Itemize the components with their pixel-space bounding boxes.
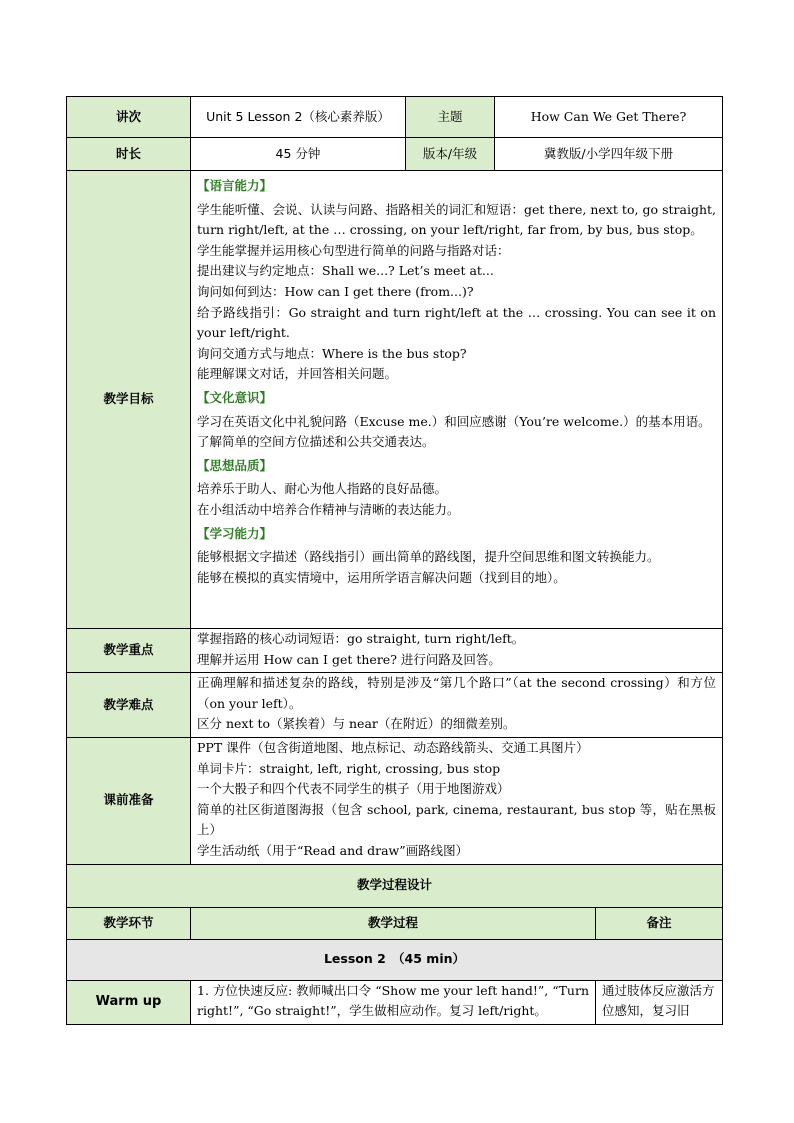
lesson-title: Lesson 2 （45 min） <box>67 939 723 980</box>
preparation-line: 一个大骰子和四个代表不同学生的棋子（用于地图游戏） <box>197 781 510 797</box>
edition-value: 冀教版/小学四年级下册 <box>495 138 723 171</box>
header-row-session <box>67 97 723 138</box>
objective-line: 学生能听懂、会说、认读与问路、指路相关的词汇和短语：get there, next to, go straight, turn right/left, at the … crossing, on your left/right, far from, by bus, bus stop。 <box>197 201 716 238</box>
objective-line: 提出建议与约定地点：Shall we...? Let’s meet at... <box>197 263 494 279</box>
table-row <box>67 980 723 1024</box>
edition-label: 版本/年级 <box>406 138 495 171</box>
key-points-label: 教学重点 <box>67 629 191 673</box>
objective-line: 了解简单的空间方位描述和公共交通表达。 <box>197 434 435 450</box>
objectives-content <box>191 171 723 629</box>
difficulties-row <box>67 673 723 738</box>
preparation-line: 学生活动纸（用于“Read and draw”画路线图） <box>197 842 469 858</box>
difficulty-line: 区分 next to（紧挨着）与 near（在附近）的细微差别。 <box>197 716 516 732</box>
session-label: 讲次 <box>67 97 191 138</box>
language-heading: 【语言能力】 <box>197 178 273 193</box>
difficulties-label: 教学难点 <box>67 673 191 738</box>
process-header-row <box>67 907 723 939</box>
preparation-row <box>67 737 723 864</box>
objective-line: 询问交通方式与地点：Where is the bus stop? <box>197 345 467 361</box>
thinking-heading: 【思想品质】 <box>197 457 273 473</box>
preparation-content <box>191 737 723 864</box>
objectives-label: 教学目标 <box>67 171 191 629</box>
duration-value: 45 分钟 <box>191 138 406 171</box>
objective-line: 学生能掌握并运用核心句型进行简单的问路与指路对话： <box>197 242 510 258</box>
stage-label: Warm up <box>67 980 191 1024</box>
key-point-line: 理解并运用 How can I get there? 进行问路及回答。 <box>197 651 501 667</box>
objective-line: 给予路线指引：Go straight and turn right/left at the … crossing. You can see it on your left/right. <box>197 304 716 341</box>
objective-line: 培养乐于助人、耐心为他人指路的良好品德。 <box>197 481 448 497</box>
process-section-row <box>67 864 723 907</box>
objective-line: 能够根据文字描述（路线指引）画出简单的路线图，提升空间思维和图文转换能力。 <box>197 549 660 565</box>
preparation-line: PPT 课件（包含街道地图、地点标记、动态路线箭头、交通工具图片） <box>197 739 589 755</box>
preparation-label: 课前准备 <box>67 737 191 864</box>
col-stage-header: 教学环节 <box>67 907 191 939</box>
lesson-title-row <box>67 939 723 980</box>
objective-line: 学习在英语文化中礼貌问路（Excuse me.）和回应感谢（You’re welcome.）的基本用语。 <box>197 413 711 429</box>
difficulty-line: 正确理解和描述复杂的路线，特别是涉及“第几个路口”（at the second crossing）和方位（on your left）。 <box>197 675 716 711</box>
header-row-duration <box>67 138 723 171</box>
key-points-content <box>191 629 723 673</box>
lesson-plan-table <box>66 96 723 1025</box>
theme-value: How Can We Get There? <box>495 97 723 138</box>
stage-content <box>191 980 596 1024</box>
key-points-row <box>67 629 723 673</box>
col-notes-header: 备注 <box>596 907 723 939</box>
culture-heading: 【文化意识】 <box>197 389 273 405</box>
session-value: Unit 5 Lesson 2（核心素养版） <box>191 97 406 138</box>
process-text: 1. 方位快速反应: 教师喊出口令 “Show me your left hand!”, “Turn right!”, “Go straight!”，学生做相应动作。复习 left/right。 <box>197 982 589 1019</box>
col-process-header: 教学过程 <box>191 907 596 939</box>
objective-line: 询问如何到达：How can I get there (from...)? <box>197 283 474 299</box>
objective-line: 能理解课文对话，并回答相关问题。 <box>197 366 398 382</box>
preparation-line: 单词卡片：straight, left, right, crossing, bus stop <box>197 760 501 776</box>
objective-line: 能够在模拟的真实情境中，运用所学语言解决问题（找到目的地）。 <box>197 569 566 585</box>
process-section-title: 教学过程设计 <box>67 864 723 907</box>
difficulties-content <box>191 673 723 738</box>
objective-line: 在小组活动中培养合作精神与清晰的表达能力。 <box>197 501 460 517</box>
duration-label: 时长 <box>67 138 191 171</box>
objectives-row <box>67 171 723 629</box>
learning-heading: 【学习能力】 <box>197 525 273 541</box>
theme-label: 主题 <box>406 97 495 138</box>
key-point-line: 掌握指路的核心动词短语：go straight, turn right/left。 <box>197 631 525 646</box>
preparation-line: 简单的社区街道图海报（包含 school, park, cinema, restaurant, bus stop 等，贴在黑板上） <box>197 801 716 838</box>
stage-note: 通过肢体反应激活方位感知，复习旧 <box>596 980 723 1024</box>
